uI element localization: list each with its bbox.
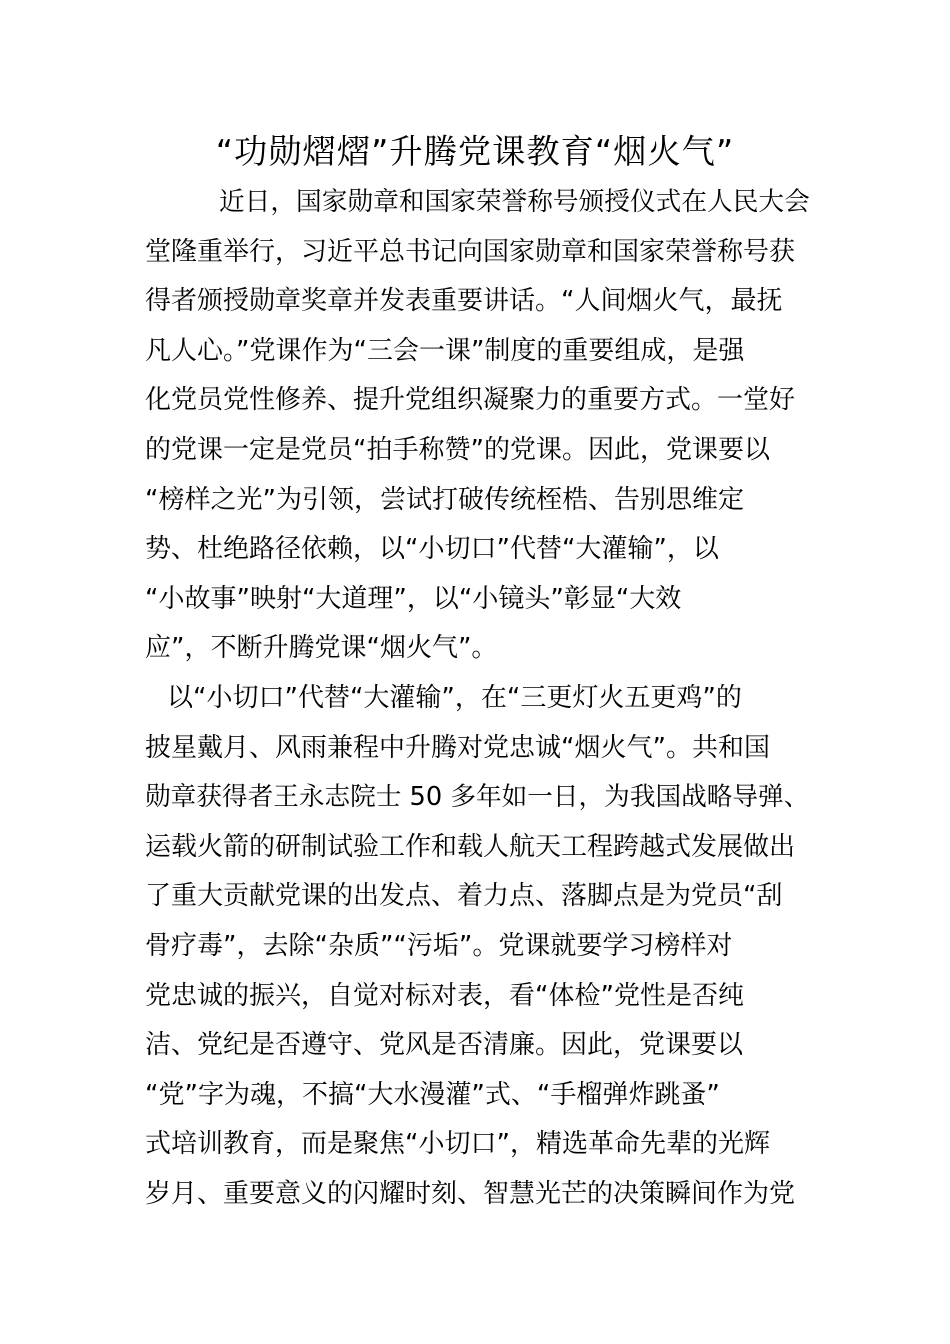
text-line: 得者颁授勋章奖章并发表重要讲话。“人间烟火气，最抚 <box>145 286 783 317</box>
document-title: “功勋熠熠”升腾党课教育“烟火气” <box>215 132 735 171</box>
text-line: 党忠诚的振兴，自觉对标对表，看“体检”党性是否纯 <box>145 980 744 1011</box>
text-line: 凡人心。”党课作为“三会一课”制度的重要组成，是强 <box>145 335 745 366</box>
paragraph-2 <box>145 674 810 1220</box>
text-line: 骨疗毒”，去除“杂质”“污垢”。党课就要学习榜样对 <box>145 930 733 961</box>
text-line: 近日，国家勋章和国家荣誉称号颁授仪式在人民大会 <box>219 187 810 217</box>
text-line: 堂隆重举行，习近平总书记向国家勋章和国家荣誉称号获 <box>145 236 796 267</box>
text-line: 洁、党纪是否遵守、党风是否清廉。因此，党课要以 <box>145 1030 744 1061</box>
text-line: 应”，不断升腾党课“烟火气”。 <box>145 633 498 664</box>
text-line: 披星戴月、风雨兼程中升腾对党忠诚“烟火气”。共和国 <box>145 732 770 763</box>
paragraph-1 <box>145 178 810 674</box>
document-body <box>145 178 810 1219</box>
text-line: “党”字为魂，不搞“大水漫灌”式、“手榴弹炸跳蚤” <box>145 1079 720 1110</box>
text-line: “榜样之光”为引领，尝试打破传统桎梏、告别思维定 <box>145 484 744 515</box>
text-line: 勋章获得者王永志院士 50 多年如一日，为我国战略导弹、 <box>145 782 810 813</box>
text-line: 岁月、重要意义的闪耀时刻、智慧光芒的决策瞬间作为党 <box>145 1178 796 1209</box>
text-line: 式培训教育，而是聚焦“小切口”，精选革命先辈的光辉 <box>145 1129 770 1160</box>
text-line: 运载火箭的研制试验工作和载人航天工程跨越式发展做出 <box>145 831 796 862</box>
text-line: “小故事”映射“大道理”，以“小镜头”彰显“大效 <box>145 583 682 614</box>
text-line: 化党员党性修养、提升党组织凝聚力的重要方式。一堂好 <box>145 385 796 416</box>
text-line: 以“小切口”代替“大灌输”，在“三更灯火五更鸡”的 <box>167 682 742 713</box>
text-line: 势、杜绝路径依赖，以“小切口”代替“大灌输”，以 <box>145 534 719 565</box>
text-line: 了重大贡献党课的出发点、着力点、落脚点是为党员“刮 <box>145 881 783 912</box>
text-line: 的党课一定是党员“拍手称赞”的党课。因此，党课要以 <box>145 434 770 465</box>
